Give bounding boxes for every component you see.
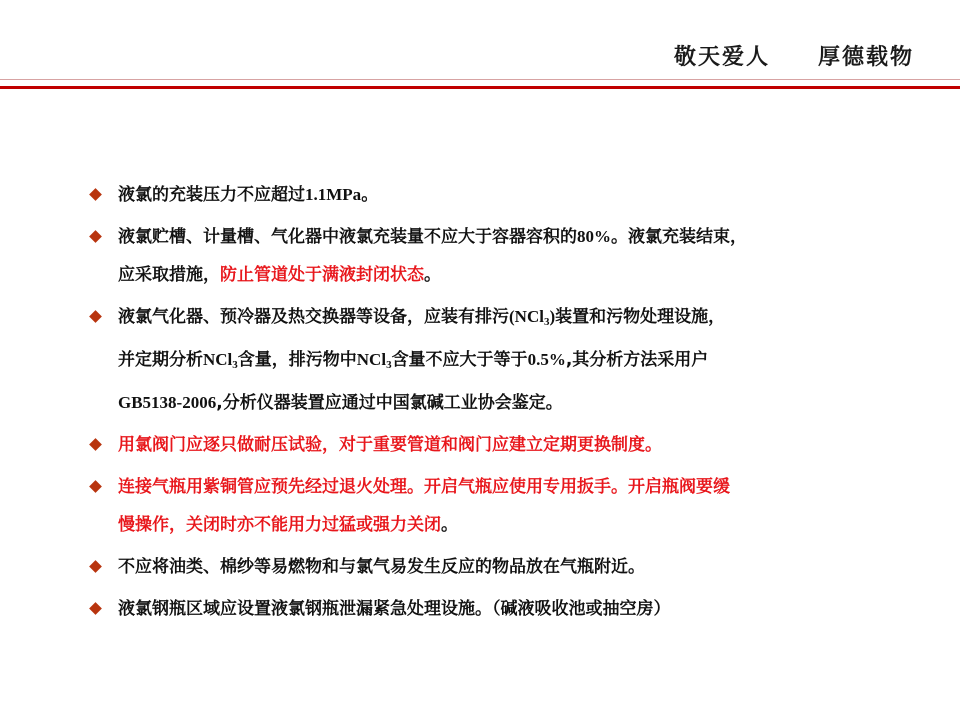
limit-percent: 0.5% [527,350,566,369]
diamond-bullet-icon [89,310,102,323]
text-run: 液氯气化器、预冷器及热交换器等设备，应装有排污 [118,307,509,327]
text-run: 。 [424,265,441,285]
bullet-line [118,590,918,628]
bullet-item-leak-facility [88,590,918,628]
text-run: 不应将油类、棉纱等易燃物和与氯气易发生反应的物品放在气瓶附近。 [118,557,645,577]
chem-subscript: 3 [543,316,550,328]
text-run: 。液氯充装结束， [611,227,747,247]
text-run: 。 [361,185,379,205]
text-run: 应采取措施， [118,265,220,285]
bullet-line [118,426,918,464]
text-run: ) [549,307,556,326]
bullet-line [118,468,918,506]
diamond-bullet-icon [89,230,102,243]
bullet-item-filling-capacity [88,218,918,294]
bullet-item-vaporizer-drain [88,298,918,422]
text-run: 液氯的充装压力不应超过 [118,185,305,205]
diamond-bullet-icon [89,188,102,201]
bullet-item-filling-pressure [88,176,918,214]
chem-formula: (NCl [509,307,544,326]
bullet-line [118,298,918,341]
chem-formula: NCl [203,350,233,369]
header-motto: 敬天爱人 厚德载物 [673,45,914,70]
capacity-percent: 80% [577,227,611,246]
standard-code: GB5138-2006 [118,393,217,412]
diamond-bullet-icon [89,438,102,451]
bullet-item-flammables [88,548,918,586]
header-red-divider [0,86,960,89]
chem-subscript: 3 [232,359,238,371]
bullet-line [118,384,918,422]
bullet-line [118,256,918,294]
text-run: 装置和污物处理设施， [555,307,726,327]
text-run: 并定期分析 [118,350,203,370]
pressure-value: 1.1MPa [305,185,362,204]
highlighted-text: 慢操作，关闭时亦不能用力过猛或强力关闭 [118,515,441,535]
text-run: 液氯钢瓶区域应设置液氯钢瓶泄漏紧急处理设施。（碱液吸收池或抽空房） [118,599,671,619]
bullet-list [88,176,918,632]
highlighted-text: 连接气瓶用紫铜管应预先经过退火处理。开启气瓶应使用专用扳手。开启瓶阀要缓 [118,477,730,497]
text-run: 含量，排污物中 [237,350,357,370]
bullet-line [118,548,918,586]
bullet-line [118,176,918,214]
bullet-line [118,506,918,544]
highlighted-text: 用氯阀门应逐只做耐压试验，对于重要管道和阀门应建立定期更换制度。 [118,435,662,455]
text-run: 含量不应大于等于 [391,350,528,370]
bullet-line [118,218,918,256]
chem-subscript: 3 [386,359,392,371]
text-run: ,分析仪器装置应通过中国氯碱工业协会鉴定。 [216,393,563,413]
bullet-item-valve-testing [88,426,918,464]
text-run: 液氯贮槽、计量槽、气化器中液氯充装量不应大于容器容积的 [118,227,577,247]
header-thin-divider [0,79,960,80]
highlighted-text: 防止管道处于满液封闭状态 [220,265,424,285]
text-run: ,其分析方法采用户 [565,350,709,370]
diamond-bullet-icon [89,480,102,493]
bullet-item-copper-tube [88,468,918,544]
chem-formula: NCl [356,350,387,369]
bullet-line [118,341,918,384]
text-run: 。 [441,515,458,535]
diamond-bullet-icon [89,602,102,615]
diamond-bullet-icon [89,560,102,573]
